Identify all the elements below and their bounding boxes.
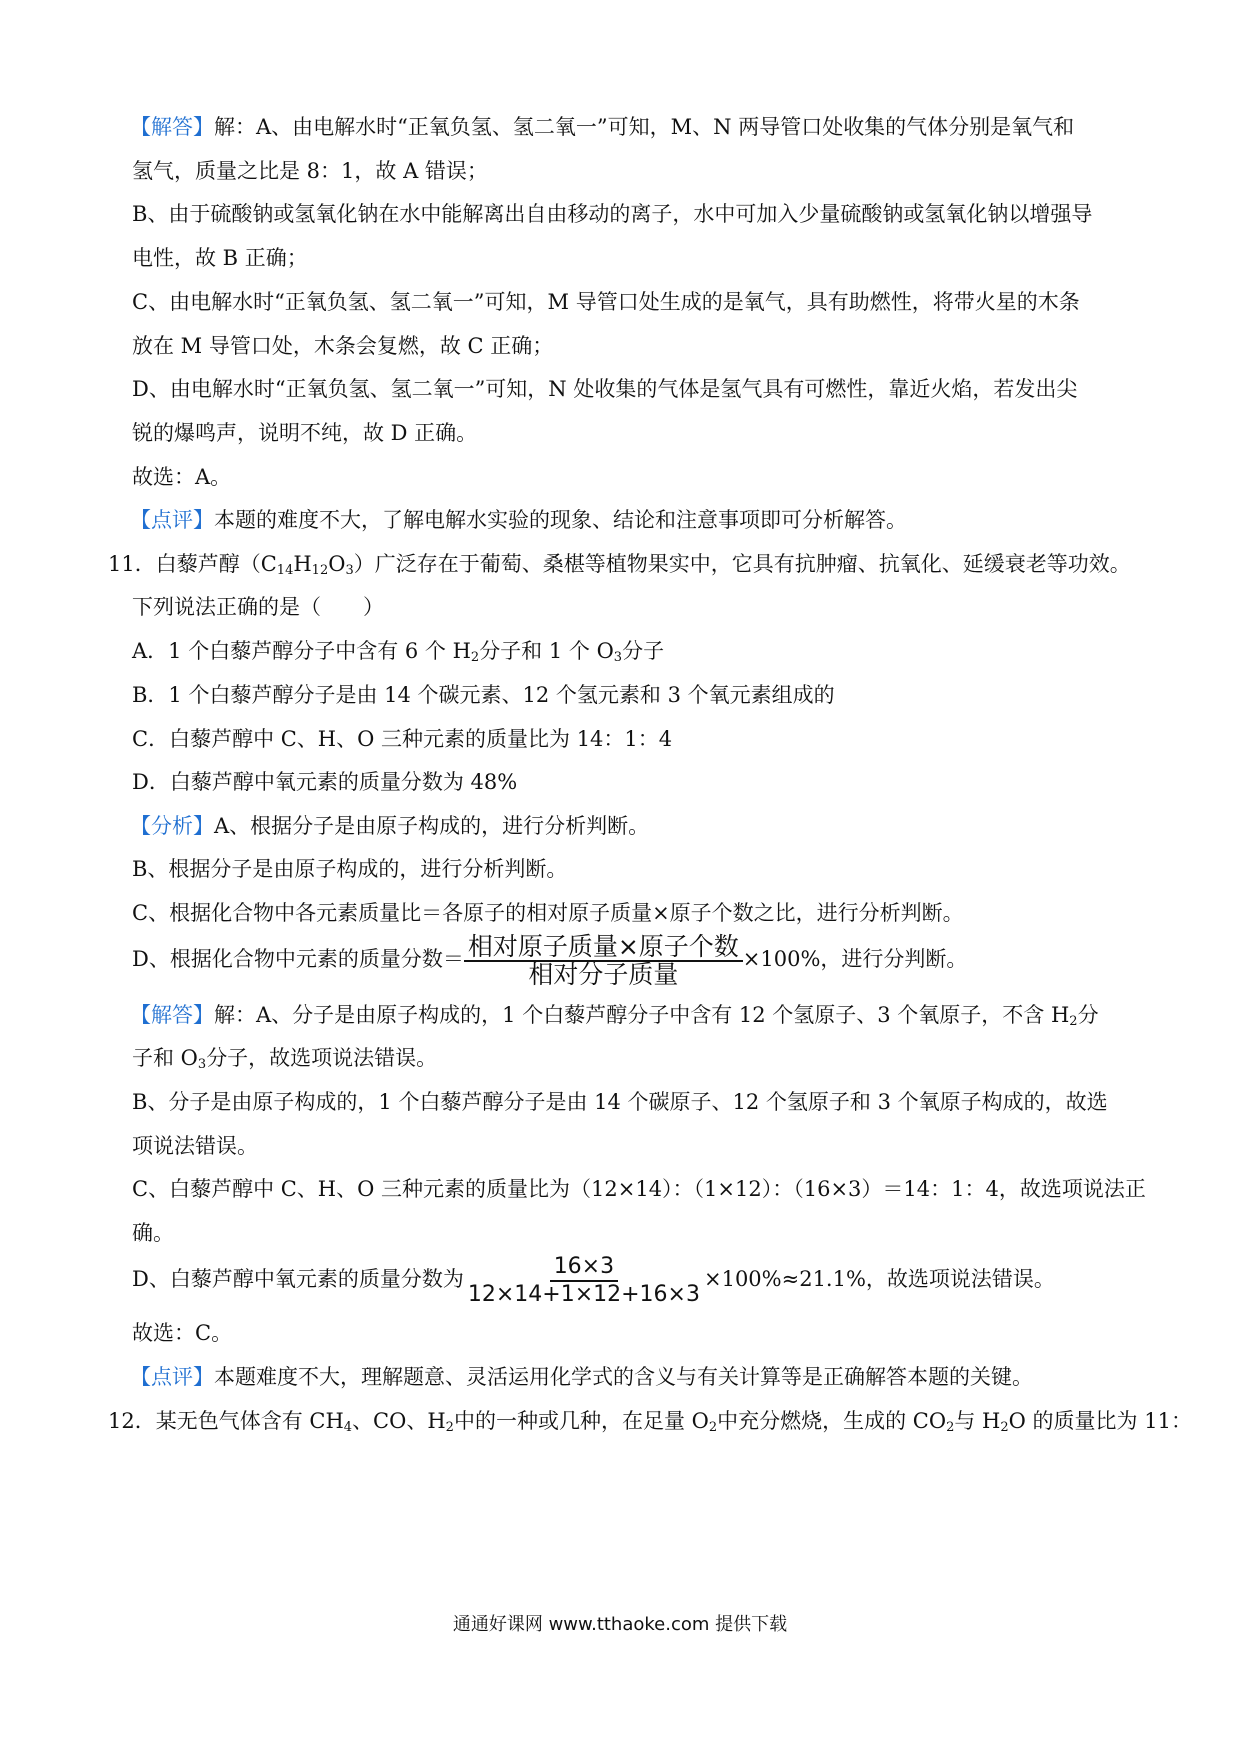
footer-source: 通通好课网 www.tthaoke.com 提供下载 [452, 1614, 788, 1635]
q11-analysis-c: C、根据化合物中各元素质量比＝各原子的相对原子质量×原子个数之比，进行分析判断。 [132, 901, 964, 925]
q11-review: 【点评】本题难度不大，理解题意、灵活运用化学式的含义与有关计算等是正确解答本题的关键。 [130, 1365, 1033, 1389]
review-tag: 【点评】 [130, 508, 214, 532]
oxygen-fraction-formula: $\frac{16\times 3}{12\times 14+1\times 12+16\times 3}$ [467, 1253, 700, 1307]
q11-option-b: B．1 个白藜芦醇分子是由 14 个碳元素、12 个氢元素和 3 个氧元素组成的 [132, 683, 835, 707]
q11-answer-b-line-2: 项说法错误。 [132, 1134, 258, 1158]
q10-c-line-1: C、由电解水时“正氧负氢、氢二氧一”可知，M 导管口处生成的是氧气，具有助燃性，将带火星的木条 [132, 290, 1080, 314]
q11-analysis-d: D、根据化合物中元素的质量分数＝ $\frac{\text{相对原子质量×原子个数}}{\text{相对分子质量}}$ ×100%，进行分判断。 [132, 931, 968, 989]
q11-answer-b-line-1: B、分子是由原子构成的，1 个白藜芦醇分子是由 14 个碳原子、12 个氢原子和 3 个氧原子构成的，故选 [132, 1090, 1108, 1114]
q11-analysis-b: B、根据分子是由原子构成的，进行分析判断。 [132, 857, 568, 881]
q11-answer-a-line-2: 子和 $O_3$分子，故选项说法错误。 [132, 1046, 438, 1072]
analysis-tag: 【分析】 [130, 814, 214, 838]
q11-analysis-a: 【分析】A、根据分子是由原子构成的，进行分析判断。 [130, 814, 650, 838]
q11-option-c: C．白藜芦醇中 C、H、O 三种元素的质量比为 14：1：4 [132, 727, 673, 751]
mass-fraction-formula: $\frac{\text{相对原子质量×原子个数}}{\text{相对分子质量}}$ [464, 934, 743, 988]
q10-answer-line-1: 【解答】解：A、由电解水时“正氧负氢、氢二氧一”可知，M、N 两导管口处收集的气体分别是氧气和 [130, 115, 1075, 139]
q11-answer-a-line-1: 【解答】解：A、分子是由原子构成的，1 个白藜芦醇分子中含有 12 个氢原子、3 个氧原子，不含 $H_2$分 [130, 1003, 1099, 1029]
q10-answer-line-2: 氢气，质量之比是 8：1，故 A 错误； [132, 159, 488, 183]
q10-c-line-2: 放在 M 导管口处，木条会复燃，故 C 正确； [132, 334, 554, 358]
q11-stem-line-1: 11．白藜芦醇$(C_{14}H_{12}O_3)$广泛存在于葡萄、桑椹等植物果实中，它具有抗肿瘤、抗氧化、延缓衰老等功效。 [108, 552, 1131, 578]
q12-stem-line-1: 12．某无色气体含有 $CH_4$、CO、$H_2$中的一种或几种，在足量 $O_2$中充分燃烧，生成的 $CO_2$与 $H_2O$ 的质量比为 11： [108, 1409, 1192, 1435]
q10-review: 【点评】本题的难度不大，了解电解水实验的现象、结论和注意事项即可分析解答。 [130, 508, 907, 532]
q11-option-d: D．白藜芦醇中氧元素的质量分数为 48% [132, 770, 518, 794]
q11-stem-line-2: 下列说法正确的是（ ） [132, 595, 384, 619]
q11-answer-c-line-2: 确。 [132, 1221, 174, 1245]
answer-tag: 【解答】 [130, 1003, 214, 1027]
q10-choice: 故选：A。 [132, 465, 232, 489]
q10-d-line-2: 锐的爆鸣声，说明不纯，故 D 正确。 [132, 421, 478, 445]
q10-d-line-1: D、由电解水时“正氧负氢、氢二氧一”可知，N 处收集的气体是氢气具有可燃性，靠近火焰，若发出尖 [132, 377, 1078, 401]
q11-option-a: A．1 个白藜芦醇分子中含有 6 个 $H_2$分子和 1 个 $O_3$分子 [132, 639, 665, 665]
answer-tag: 【解答】 [130, 115, 214, 139]
q11-answer-d: D、白藜芦醇中氧元素的质量分数为 $\frac{16\times 3}{12\times 14+1\times 12+16\times 3}$ ×100%≈21.1%，故选项说法错误。 [132, 1253, 1055, 1307]
review-tag: 【点评】 [130, 1365, 214, 1389]
q11-choice: 故选：C。 [132, 1321, 233, 1345]
q10-b-line-1: B、由于硫酸钠或氢氧化钠在水中能解离出自由移动的离子，水中可加入少量硫酸钠或氢氧化钠以增强导 [132, 202, 1093, 226]
q11-answer-c-line-1: C、白藜芦醇中 C、H、O 三种元素的质量比为（12×14）：（1×12）：（16×3）＝14：1：4，故选项说法正 [132, 1177, 1146, 1201]
q10-b-line-2: 电性，故 B 正确； [132, 246, 308, 270]
